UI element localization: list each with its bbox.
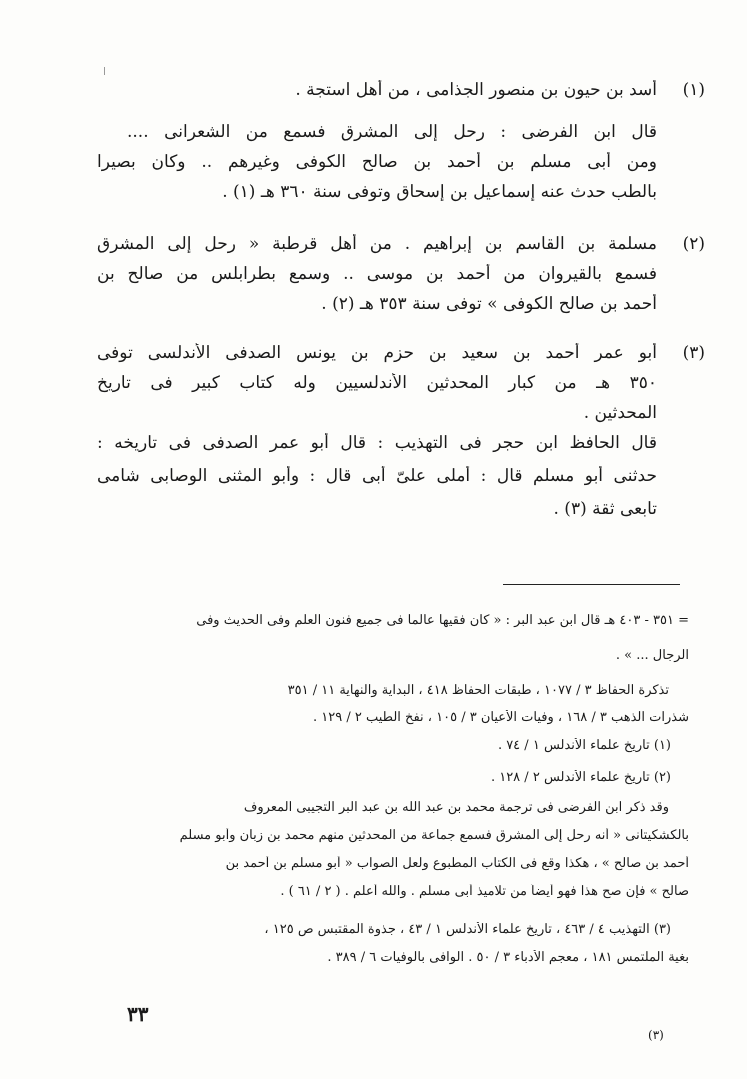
- entry-2-line-3: أحمد بن صالح الكوفى » توفى سنة ٣٥٣ هـ (٢) .: [321, 294, 657, 314]
- entry-2-line-2: فسمع بالقيروان من أحمد بن موسى .. وسمع بطرابلس من صالح بن: [97, 264, 657, 284]
- entry-3-line-3: المحدثين .: [583, 403, 657, 423]
- entry-3-line-1: أبو عمر أحمد بن سعيد بن حزم بن يونس الصدفى الأندلسى توفى: [97, 343, 657, 363]
- footnote-2-line-2: بالكشكيتانى « أنه رحل إلى المشرق فسمع جماعة من المحدثين منهم محمد بن زبان وأبو مسلم: [179, 828, 689, 843]
- entry-3-line-5: حدثنى أبو مسلم قال : أملى علىّ أبى قال : وأبو المثنى الوصابى شامى: [97, 466, 657, 486]
- entry-1-line-4: بالطب حدث عنه إسماعيل بن إسحاق وتوفى سنة ٣٦٠ هـ (١) .: [222, 182, 657, 202]
- entry-3-line-4: قال الحافظ ابن حجر فى التهذيب : قال أبو عمر الصدفى فى تاريخه :: [97, 433, 657, 453]
- printer-signature: (٣): [648, 1028, 664, 1042]
- footnote-3-line-1: (٣) التهذيب ٤ / ٤٦٣ ، تاريخ علماء الأندلس ١ / ٤٣ ، جذوة المقتبس ص ١٢٥ ،: [264, 922, 671, 937]
- footnote-2-line-4: صالح » فإن صح هذا فهو أيضاً من تلاميذ أبى مسلم . والله أعلم . ( ٢ / ٦١ ) .: [280, 884, 689, 899]
- entry-2-line-1: مسلمة بن القاسم بن إبراهيم . من أهل قرطبة « رحل إلى المشرق: [97, 234, 657, 254]
- footnote-2-line-1: وقد ذكر ابن الفرضى فى ترجمة محمد بن عبد الله بن عبد البر التجيبى المعروف: [243, 800, 669, 815]
- entry-3-line-2: ٣٥٠ هـ من كبار المحدثين الأندلسيين وله كتاب كبير فى تاريخ: [97, 373, 657, 393]
- footnote-separator: [503, 584, 680, 585]
- entry-2-number: (٢): [682, 234, 705, 254]
- page-number: ٣٣: [127, 1002, 149, 1026]
- footnote-continuation-line-2: الرجال ... » .: [615, 648, 689, 663]
- margin-mark: [104, 67, 105, 75]
- footnote-continuation-line-1: = ٣٥١ - ٤٠٣ هـ قال ابن عبد البر : « كان فقيها عالما فى جميع فنون العلم وفى الحديث وفى: [196, 613, 689, 628]
- entry-1-line-3: ومن أبى مسلم بن أحمد بن صالح الكوفى وغيرهم .. وكان بصيرا: [97, 152, 657, 172]
- footnote-2: (٢) تاريخ علماء الأندلس ٢ / ١٢٨ .: [490, 770, 671, 785]
- entry-3-number: (٣): [682, 343, 705, 363]
- footnote-2-line-3: أحمد بن صالح » ، هكذا وقع فى الكتاب المطبوع ولعل الصواب « أبو مسلم بن أحمد بن: [225, 856, 689, 871]
- footnote-references-line-1: تذكرة الحفاظ ٣ / ١٠٧٧ ، طبقات الحفاظ ٤١٨ ، البداية والنهاية ١١ / ٣٥١: [287, 683, 669, 698]
- entry-1-line-2: قال ابن الفرضى : رحل إلى المشرق فسمع من الشعرانى ....: [127, 122, 657, 142]
- entry-1-line-1: أسد بن حيون بن منصور الجذامى ، من أهل استجة .: [295, 80, 657, 100]
- footnote-references-line-2: شذرات الذهب ٣ / ١٦٨ ، وفيات الأعيان ٣ / ١٠٥ ، نفخ الطيب ٢ / ١٢٩ .: [313, 710, 689, 725]
- entry-3-line-6: تابعى ثقة (٣) .: [553, 499, 657, 519]
- entry-1-number: (١): [682, 80, 705, 100]
- footnote-3-line-2: بغية الملتمس ١٨١ ، معجم الأدباء ٣ / ٥٠ . الوافى بالوفيات ٦ / ٣٨٩ .: [327, 950, 689, 965]
- footnote-1: (١) تاريخ علماء الأندلس ١ / ٧٤ .: [497, 738, 671, 753]
